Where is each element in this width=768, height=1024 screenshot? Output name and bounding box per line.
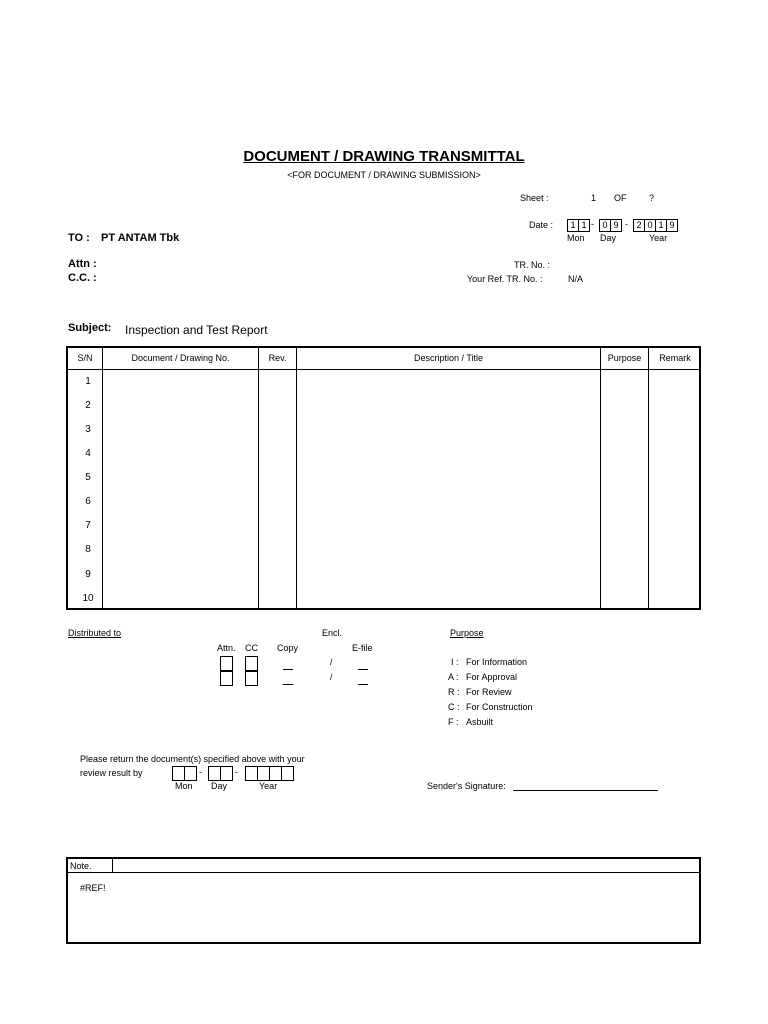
date-day-digit-2: 9: [610, 219, 622, 232]
encl-slash: /: [330, 657, 333, 667]
return-day-box[interactable]: [220, 766, 233, 781]
note-value: #REF!: [80, 883, 106, 893]
date-separator: -: [625, 219, 628, 229]
table-col-divider: [296, 348, 297, 608]
date-year-caption: Year: [649, 233, 668, 243]
table-col-divider: [648, 348, 649, 608]
date-year-digit-2: 0: [644, 219, 656, 232]
purpose-code: R :: [448, 687, 460, 697]
copy-blank: [283, 684, 293, 685]
document-title: DOCUMENT / DRAWING TRANSMITTAL: [243, 148, 525, 165]
purpose-text: Asbuilt: [466, 717, 494, 727]
return-instruction-cont: review result by: [80, 768, 143, 778]
sheet-of: OF: [614, 193, 627, 203]
purpose-heading: Purpose: [450, 628, 484, 638]
cc-checkbox[interactable]: [245, 656, 258, 671]
return-year-caption: Year: [259, 781, 278, 791]
date-year-digit-4: 9: [666, 219, 678, 232]
date-year-digit-1: 2: [633, 219, 645, 232]
purpose-code: C :: [448, 702, 460, 712]
note-box: [66, 857, 701, 944]
purpose-text: For Information: [466, 657, 528, 667]
attn-checkbox[interactable]: [220, 671, 233, 686]
row-number: 9: [85, 569, 91, 580]
subject-value: Inspection and Test Report: [125, 323, 268, 337]
date-separator: -: [591, 219, 594, 229]
return-day-caption: Day: [211, 781, 228, 791]
copy-blank: [283, 669, 293, 670]
date-day-digit-1: 0: [599, 219, 611, 232]
cc-label: C.C. :: [68, 272, 97, 284]
attn-checkbox[interactable]: [220, 656, 233, 671]
cc-checkbox[interactable]: [245, 671, 258, 686]
date-mon-digit-1: 1: [567, 219, 579, 232]
return-separator: -: [199, 767, 202, 777]
header-purpose: Purpose: [607, 353, 642, 363]
purpose-text: For Approval: [466, 672, 518, 682]
sheet-total: ?: [649, 193, 655, 203]
purpose-text: For Construction: [466, 702, 533, 712]
row-number: 8: [85, 544, 91, 555]
sender-signature-label: Sender's Signature:: [427, 781, 506, 791]
efile-column-label: E-file: [352, 643, 373, 653]
date-mon-digit-2: 1: [578, 219, 590, 232]
table-col-divider: [258, 348, 259, 608]
date-year-digit-3: 1: [655, 219, 667, 232]
row-number: 3: [85, 424, 91, 435]
date-label: Date :: [529, 220, 554, 230]
row-number: 6: [85, 496, 91, 507]
attn-column-label: Attn.: [217, 643, 236, 653]
transmittal-table: [66, 346, 701, 610]
row-number: 10: [82, 593, 94, 604]
to-label: TO :: [68, 232, 90, 244]
efile-blank: [358, 669, 368, 670]
purpose-code: A :: [448, 672, 459, 682]
return-instruction: Please return the document(s) specified above with your: [80, 754, 305, 764]
header-rev: Rev.: [268, 353, 287, 363]
return-year-box[interactable]: [281, 766, 294, 781]
document-subtitle: <FOR DOCUMENT / DRAWING SUBMISSION>: [287, 170, 481, 180]
subject-label: Subject:: [68, 322, 112, 334]
row-number: 5: [85, 472, 91, 483]
row-number: 7: [85, 520, 91, 531]
row-number: 1: [85, 376, 91, 387]
purpose-code: F :: [448, 717, 459, 727]
attn-label: Attn :: [68, 258, 97, 270]
purpose-text: For Review: [466, 687, 512, 697]
efile-blank: [358, 684, 368, 685]
copy-column-label: Copy: [277, 643, 299, 653]
distributed-to-heading: Distributed to: [68, 628, 122, 638]
encl-slash: /: [330, 672, 333, 682]
your-ref-label: Your Ref. TR. No. :: [467, 274, 543, 284]
header-description: Description / Title: [413, 353, 484, 363]
note-label: Note.: [68, 859, 113, 873]
date-mon-caption: Mon: [567, 233, 585, 243]
purpose-code: I :: [451, 657, 459, 667]
sheet-label: Sheet :: [520, 193, 549, 203]
header-document-no: Document / Drawing No.: [131, 353, 230, 363]
to-value: PT ANTAM Tbk: [101, 232, 180, 244]
encl-heading: Encl.: [322, 628, 343, 638]
note-header-divider: [113, 872, 699, 873]
your-ref-value: N/A: [568, 274, 584, 284]
signature-line: [513, 790, 658, 791]
date-day-caption: Day: [600, 233, 617, 243]
return-mon-box[interactable]: [184, 766, 197, 781]
return-mon-caption: Mon: [175, 781, 193, 791]
table-col-divider: [600, 348, 601, 608]
header-remark: Remark: [659, 353, 691, 363]
table-header-divider: [68, 369, 699, 370]
return-separator: -: [235, 767, 238, 777]
row-number: 4: [85, 448, 91, 459]
sheet-number: 1: [591, 193, 597, 203]
tr-no-label: TR. No. :: [514, 260, 551, 270]
cc-column-label: CC: [245, 643, 258, 653]
row-number: 2: [85, 400, 91, 411]
header-sn: S/N: [77, 353, 93, 363]
